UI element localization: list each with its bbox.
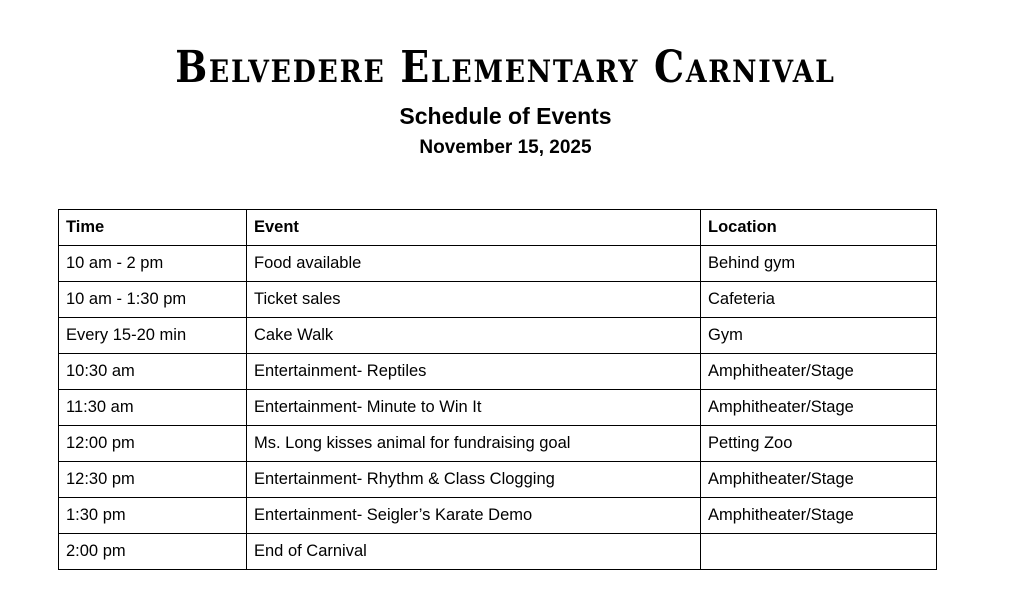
location-cell: Amphitheater/Stage — [701, 462, 937, 498]
location-cell: Amphitheater/Stage — [701, 354, 937, 390]
page-title: Belvedere Elementary Carnival — [175, 42, 836, 93]
table-row — [59, 390, 937, 426]
time-cell: 10:30 am — [59, 354, 247, 390]
table-row — [59, 462, 937, 498]
event-cell: Entertainment- Rhythm & Class Clogging — [247, 462, 701, 498]
table-row — [59, 318, 937, 354]
event-cell: Ms. Long kisses animal for fundraising goal — [247, 426, 701, 462]
location-cell: Amphitheater/Stage — [701, 390, 937, 426]
event-cell: Entertainment- Seigler’s Karate Demo — [247, 498, 701, 534]
event-cell: Food available — [247, 246, 701, 282]
location-cell: Gym — [701, 318, 937, 354]
location-cell: Behind gym — [701, 246, 937, 282]
location-cell: Petting Zoo — [701, 426, 937, 462]
time-cell: 12:00 pm — [59, 426, 247, 462]
event-date: November 15, 2025 — [419, 137, 592, 158]
event-cell: Cake Walk — [247, 318, 701, 354]
location-cell — [701, 534, 937, 570]
event-cell: Ticket sales — [247, 282, 701, 318]
time-cell: 10 am - 1:30 pm — [59, 282, 247, 318]
time-cell: Every 15-20 min — [59, 318, 247, 354]
time-cell: 11:30 am — [59, 390, 247, 426]
column-header-time: Time — [59, 210, 247, 246]
time-cell: 12:30 pm — [59, 462, 247, 498]
event-cell: Entertainment- Minute to Win It — [247, 390, 701, 426]
table-row — [59, 426, 937, 462]
table-header-row — [59, 210, 937, 246]
time-cell: 1:30 pm — [59, 498, 247, 534]
event-cell: End of Carnival — [247, 534, 701, 570]
table-row — [59, 282, 937, 318]
location-cell: Amphitheater/Stage — [701, 498, 937, 534]
page-subtitle: Schedule of Events — [399, 103, 612, 129]
column-header-event: Event — [247, 210, 701, 246]
time-cell: 10 am - 2 pm — [59, 246, 247, 282]
time-cell: 2:00 pm — [59, 534, 247, 570]
table-row — [59, 534, 937, 570]
event-cell: Entertainment- Reptiles — [247, 354, 701, 390]
schedule-table — [58, 209, 937, 570]
table-row — [59, 246, 937, 282]
column-header-location: Location — [701, 210, 937, 246]
table-row — [59, 498, 937, 534]
location-cell: Cafeteria — [701, 282, 937, 318]
table-row — [59, 354, 937, 390]
